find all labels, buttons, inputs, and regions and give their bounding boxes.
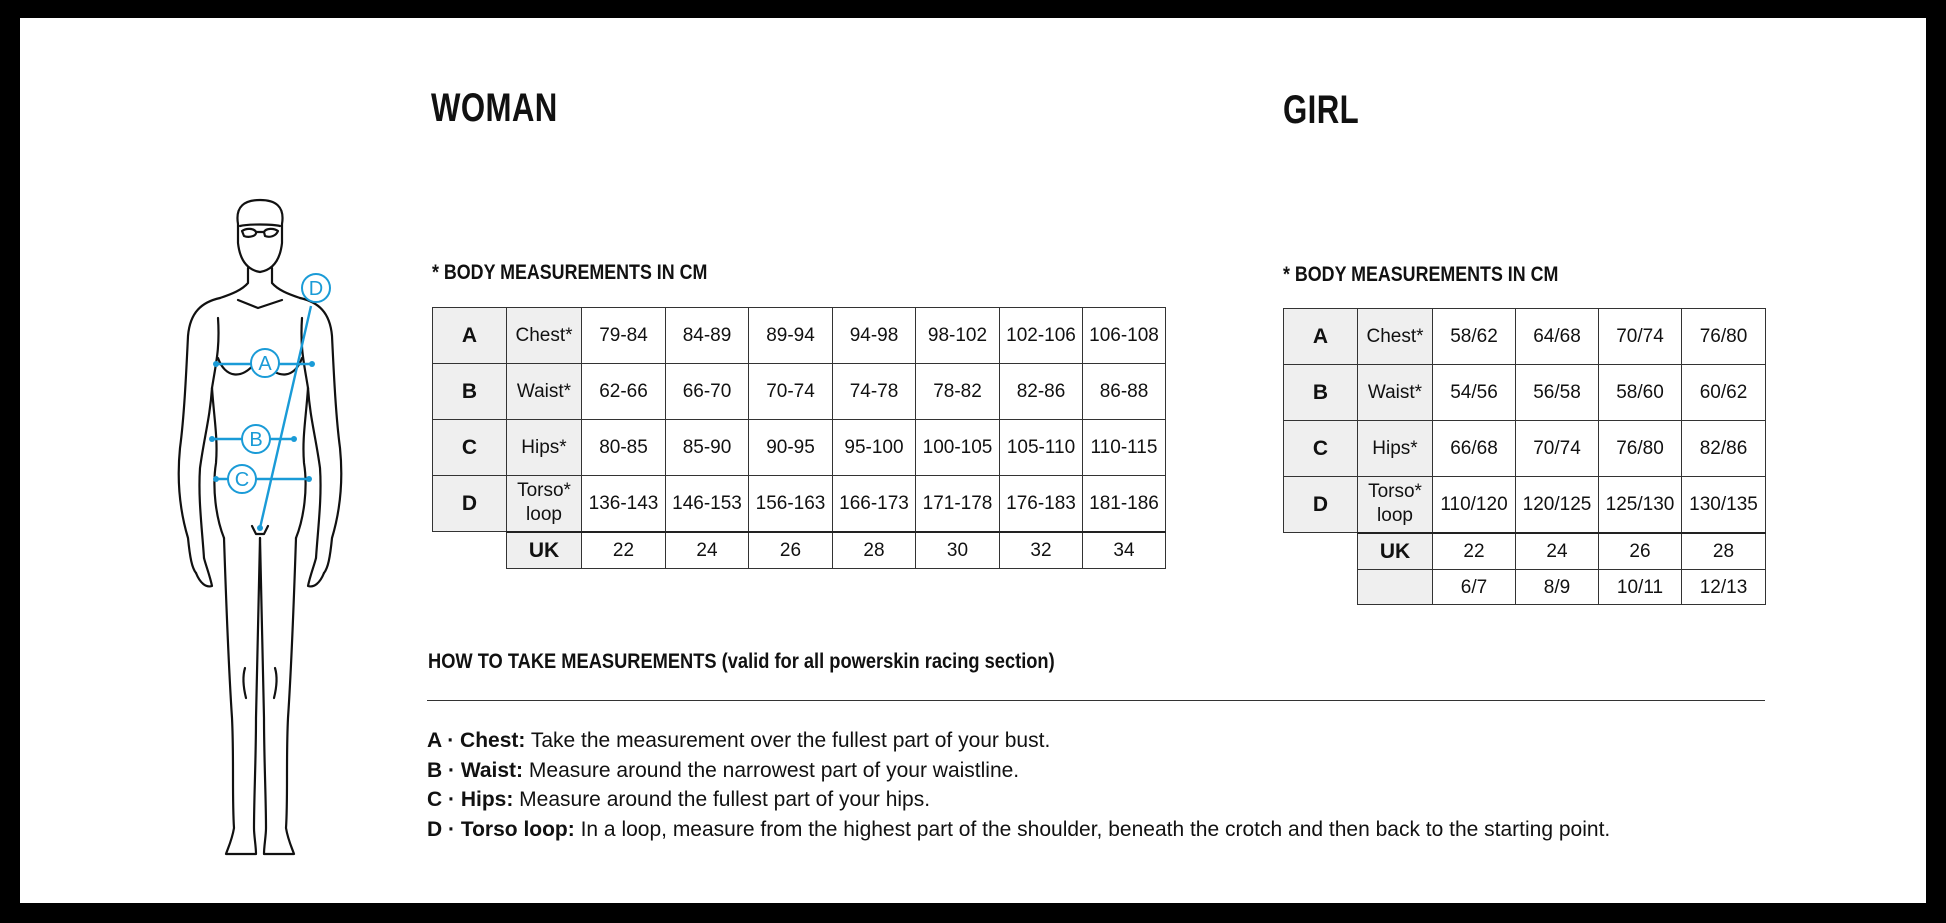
instruction-lead: C · Hips:	[427, 788, 514, 811]
measure-cell: 171-178	[916, 476, 1000, 532]
measure-cell: 136-143	[582, 476, 666, 532]
row-letter: A	[433, 308, 507, 364]
measure-cell: 66-70	[666, 364, 749, 420]
row-label-line1: Torso*	[517, 480, 571, 502]
measure-cell: 66/68	[1433, 421, 1516, 477]
instruction-text: In a loop, measure from the highest part of the shoulder, beneath the crotch and then back to the starting point.	[574, 817, 1611, 841]
woman-title: WOMAN	[431, 86, 558, 130]
row-label: Chest*	[1358, 309, 1433, 365]
instruction-text: Measure around the fullest part of your hips.	[513, 788, 931, 811]
marker-c-label: C	[234, 469, 250, 491]
measure-cell: 70/74	[1599, 309, 1682, 365]
uk-size-cell: 26	[1599, 533, 1682, 570]
measure-cell: 98-102	[916, 308, 1000, 364]
uk-size-row	[1284, 533, 1766, 570]
row-letter: D	[1284, 477, 1358, 533]
measure-cell: 146-153	[666, 476, 749, 532]
measure-cell: 60/62	[1682, 365, 1766, 421]
measure-cell: 82-86	[1000, 364, 1083, 420]
measure-cell: 58/60	[1599, 365, 1682, 421]
uk-size-cell: 32	[1000, 532, 1083, 569]
woman-subtitle: * BODY MEASUREMENTS IN CM	[432, 261, 708, 284]
measure-cell: 102-106	[1000, 308, 1083, 364]
measure-row	[433, 476, 1166, 532]
uk-size-cell: 24	[1516, 533, 1599, 570]
uk-size-cell: 34	[1083, 532, 1166, 569]
measure-cell: 79-84	[582, 308, 666, 364]
uk-size-cell: 26	[749, 532, 833, 569]
measure-row	[1284, 365, 1766, 421]
uk-size-cell: 28	[1682, 533, 1766, 570]
instruction-item	[427, 785, 1610, 815]
row-letter: C	[1284, 421, 1358, 477]
uk-size-cell: 24	[666, 532, 749, 569]
age-cell: 8/9	[1516, 570, 1599, 605]
marker-a-label: A	[258, 353, 272, 375]
uk-size-cell: 30	[916, 532, 1000, 569]
measure-cell: 74-78	[833, 364, 916, 420]
age-label-cell	[1358, 570, 1433, 605]
age-cell: 6/7	[1433, 570, 1516, 605]
measure-cell: 56/58	[1516, 365, 1599, 421]
instruction-item	[427, 726, 1610, 756]
measure-cell: 130/135	[1682, 477, 1766, 533]
measure-cell: 106-108	[1083, 308, 1166, 364]
uk-size-cell: 22	[582, 532, 666, 569]
measure-cell: 95-100	[833, 420, 916, 476]
row-letter: C	[433, 420, 507, 476]
blank-cell	[1284, 570, 1358, 605]
measure-cell: 64/68	[1516, 309, 1599, 365]
row-letter: B	[1284, 365, 1358, 421]
age-row	[1284, 570, 1766, 605]
measure-cell: 80-85	[582, 420, 666, 476]
row-label: Waist*	[507, 364, 582, 420]
row-label	[507, 476, 582, 532]
row-label	[1358, 477, 1433, 533]
marker-d-label: D	[308, 278, 324, 300]
row-letter: B	[433, 364, 507, 420]
measure-row	[1284, 477, 1766, 533]
measure-cell: 86-88	[1083, 364, 1166, 420]
uk-size-cell: 28	[833, 532, 916, 569]
measure-cell: 166-173	[833, 476, 916, 532]
instruction-text: Take the measurement over the fullest part of your bust.	[525, 729, 1051, 752]
measure-cell: 76/80	[1599, 421, 1682, 477]
girl-size-table	[1283, 308, 1766, 605]
age-cell: 12/13	[1682, 570, 1766, 605]
measure-cell: 100-105	[916, 420, 1000, 476]
measure-cell: 78-82	[916, 364, 1000, 420]
divider	[427, 700, 1765, 701]
measure-cell: 110-115	[1083, 420, 1166, 476]
measure-row	[433, 308, 1166, 364]
uk-label: UK	[1358, 533, 1433, 570]
body-figure-illustration	[150, 183, 365, 868]
measure-cell: 176-183	[1000, 476, 1083, 532]
row-label-line1: Torso*	[1368, 481, 1422, 503]
woman-size-table	[432, 307, 1166, 569]
measure-cell: 105-110	[1000, 420, 1083, 476]
instruction-lead: D · Torso loop:	[427, 817, 575, 841]
instruction-lead: A · Chest:	[427, 729, 526, 752]
measure-cell: 156-163	[749, 476, 833, 532]
instruction-text: Measure around the narrowest part of your waistline.	[523, 758, 1020, 782]
measure-cell: 84-89	[666, 308, 749, 364]
measure-cell: 181-186	[1083, 476, 1166, 532]
marker-b-label: B	[249, 429, 263, 451]
row-label-line2: loop	[526, 504, 562, 526]
howto-heading: HOW TO TAKE MEASUREMENTS (valid for all powerskin racing section)	[428, 650, 1055, 673]
row-letter: A	[1284, 309, 1358, 365]
measure-row	[1284, 309, 1766, 365]
instructions-list	[427, 726, 1610, 844]
row-label: Hips*	[1358, 421, 1433, 477]
measure-cell: 125/130	[1599, 477, 1682, 533]
uk-size-row	[433, 532, 1166, 569]
measure-cell: 62-66	[582, 364, 666, 420]
uk-label: UK	[507, 532, 582, 569]
instruction-lead: B · Waist:	[427, 758, 524, 782]
row-label-line2: loop	[1377, 505, 1413, 527]
row-label: Chest*	[507, 308, 582, 364]
row-label: Waist*	[1358, 365, 1433, 421]
measure-cell: 89-94	[749, 308, 833, 364]
blank-cell	[1284, 533, 1358, 570]
measure-cell: 54/56	[1433, 365, 1516, 421]
girl-title: GIRL	[1283, 88, 1360, 132]
measure-cell: 82/86	[1682, 421, 1766, 477]
measure-cell: 94-98	[833, 308, 916, 364]
measure-row	[1284, 421, 1766, 477]
uk-size-cell: 22	[1433, 533, 1516, 570]
row-label: Hips*	[507, 420, 582, 476]
girl-subtitle: * BODY MEASUREMENTS IN CM	[1283, 263, 1559, 286]
blank-cell	[433, 532, 507, 569]
measure-cell: 76/80	[1682, 309, 1766, 365]
measure-cell: 58/62	[1433, 309, 1516, 365]
measure-row	[433, 420, 1166, 476]
measure-cell: 70-74	[749, 364, 833, 420]
measure-cell: 90-95	[749, 420, 833, 476]
age-cell: 10/11	[1599, 570, 1682, 605]
instruction-item	[427, 756, 1610, 786]
measure-cell: 110/120	[1433, 477, 1516, 533]
measure-cell: 85-90	[666, 420, 749, 476]
row-letter: D	[433, 476, 507, 532]
measure-cell: 120/125	[1516, 477, 1599, 533]
measure-row	[433, 364, 1166, 420]
instruction-item	[427, 815, 1610, 845]
measure-cell: 70/74	[1516, 421, 1599, 477]
size-chart-panel	[20, 18, 1926, 903]
